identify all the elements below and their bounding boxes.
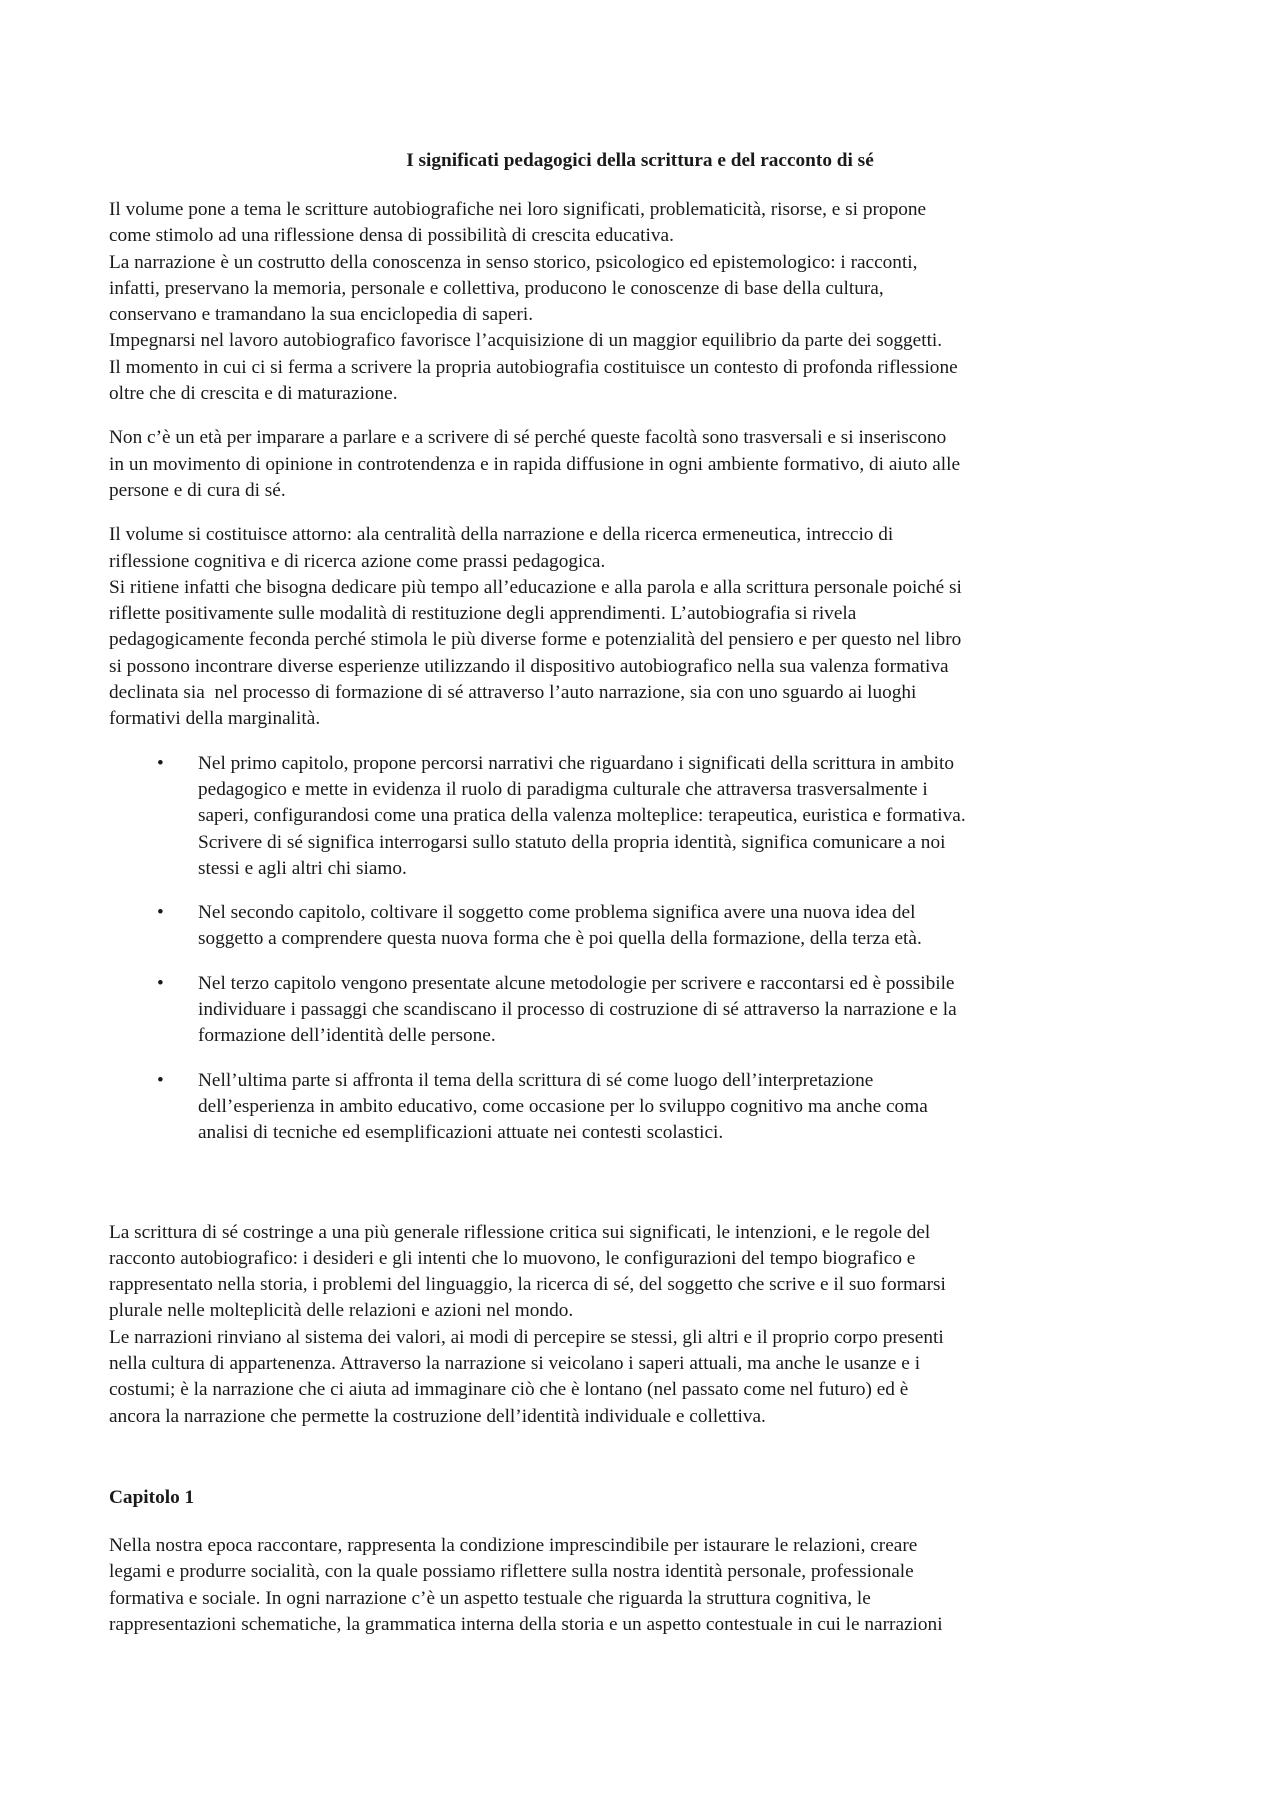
text-line: individuare i passaggi che scandiscano il processo di costruzione di sé attraverso la narrazione e la [198, 999, 957, 1021]
age-paragraph [109, 425, 1171, 504]
text-line: Nel primo capitolo, propone percorsi narrativi che riguardano i significati della scrittura in ambito [198, 752, 955, 774]
text-line: La scrittura di sé costringe a una più generale riflessione critica sui significati, le intenzioni, e le regole del [109, 1221, 931, 1243]
intro-paragraph [109, 197, 1171, 407]
text-line: riflette positivamente sulle modalità di restituzione degli apprendimenti. L’autobiografia si rivela [109, 603, 857, 625]
text-line: costumi; è la narrazione che ci aiuta ad immaginare ciò che è lontano (nel passato come nel futuro) ed è [109, 1379, 909, 1401]
text-line: formativa e sociale. In ogni narrazione c’è un aspetto testuale che riguarda la struttura cognitiva, le [109, 1587, 871, 1609]
bullet-marker: • [157, 752, 164, 774]
text-line: riflessione cognitiva e di ricerca azione come prassi pedagogica. [109, 550, 606, 572]
chapter-summary-list [109, 751, 1171, 1147]
text-line: La narrazione è un costrutto della conoscenza in senso storico, psicologico ed epistemologico: i racconti, [109, 251, 918, 273]
text-line: Nell’ultima parte si affronta il tema della scrittura di sé come luogo dell’interpretazione [198, 1069, 874, 1091]
text-line: nella cultura di appartenenza. Attraverso la narrazione si veicolano i saperi attuali, ma anche le usanze e i [109, 1352, 921, 1374]
text-line: Impegnarsi nel lavoro autobiografico favorisce l’acquisizione di un maggior equilibrio da parte dei soggetti. [109, 330, 943, 352]
bullet-marker: • [157, 1069, 164, 1091]
self-writing-paragraph [109, 1220, 1171, 1430]
text-line: Il volume si costituisce attorno: ala centralità della narrazione e della ricerca ermeneutica, intreccio di [109, 524, 894, 546]
text-line: Scrivere di sé significa interrogarsi sullo statuto della propria identità, significa comunicare a noi [198, 831, 946, 853]
text-line: come stimolo ad una riflessione densa di possibilità di crescita educativa. [109, 225, 674, 247]
bullet-marker: • [157, 972, 164, 994]
text-line: racconto autobiografico: i desideri e gli intenti che lo muovono, le configurazioni del tempo biografico e [109, 1247, 916, 1269]
text-line: saperi, configurandosi come una pratica della valenza molteplice: terapeutica, euristica e formativa. [198, 805, 966, 827]
list-item [109, 751, 1171, 882]
list-item [109, 1068, 1171, 1147]
chapter-paragraph [109, 1533, 1171, 1638]
text-line: Non c’è un età per imparare a parlare e a scrivere di sé perché queste facoltà sono trasversali e si inseriscono [109, 427, 947, 449]
text-line: Nella nostra epoca raccontare, rappresenta la condizione imprescindibile per istaurare le relazioni, creare [109, 1535, 918, 1557]
text-line: soggetto a comprendere questa nuova forma che è poi quella della formazione, della terza età. [198, 928, 922, 950]
text-line: si possono incontrare diverse esperienze utilizzando il dispositivo autobiografico nella sua valenza formativa [109, 655, 949, 677]
text-line: legami e produrre socialità, con la quale possiamo riflettere sulla nostra identità personale, professionale [109, 1561, 914, 1583]
text-line: Il volume pone a tema le scritture autobiografiche nei loro significati, problematicità, risorse, e si propone [109, 199, 927, 220]
text-line: ancora la narrazione che permette la costruzione dell’identità individuale e collettiva. [109, 1405, 766, 1427]
text-line: conservano e tramandano la sua enciclopedia di saperi. [109, 304, 534, 326]
text-line: in un movimento di opinione in controtendenza e in rapida diffusione in ogni ambiente formativo, di aiuto alle [109, 453, 961, 475]
text-line: declinata sia nel processo di formazione di sé attraverso l’auto narrazione, sia con uno sguardo ai luoghi [109, 682, 917, 704]
volume-paragraph [109, 522, 1171, 732]
list-item [109, 900, 1171, 953]
text-line: persone e di cura di sé. [109, 479, 286, 501]
text-line: formativi della marginalità. [109, 708, 321, 730]
text-line: rappresentato nella storia, i problemi del linguaggio, la ricerca di sé, del soggetto che scrive e il suo formarsi [109, 1274, 946, 1296]
text-line: infatti, preservano la memoria, personale e collettiva, producono le conoscenze di base della cultura, [109, 277, 884, 299]
chapter-heading: Capitolo 1 [109, 1486, 195, 1508]
text-line: Le narrazioni rinviano al sistema dei valori, ai modi di percepire se stessi, gli altri e il proprio corpo presenti [109, 1326, 944, 1348]
text-line: oltre che di crescita e di maturazione. [109, 383, 398, 405]
text-line: Il momento in cui ci si ferma a scrivere la propria autobiografia costituisce un contesto di profonda riflessione [109, 356, 958, 378]
text-line: formazione dell’identità delle persone. [198, 1025, 496, 1047]
text-line: stessi e agli altri chi siamo. [198, 857, 407, 879]
text-line: Si ritiene infatti che bisogna dedicare più tempo all’educazione e alla parola e alla scrittura personale poiché si [109, 576, 962, 598]
text-line: Nel secondo capitolo, coltivare il soggetto come problema significa avere una nuova idea del [198, 902, 916, 924]
list-item [109, 971, 1171, 1050]
text-line: Nel terzo capitolo vengono presentate alcune metodologie per scrivere e raccontarsi ed è possibile [198, 972, 955, 994]
text-line: pedagogico e mette in evidenza il ruolo di paradigma culturale che attraversa trasversalmente i [198, 778, 928, 800]
bullet-marker: • [157, 902, 164, 924]
text-line: analisi di tecniche ed esemplificazioni attuate nei contesti scolastici. [198, 1122, 724, 1144]
text-line: plurale nelle molteplicità delle relazioni e azioni nel mondo. [109, 1300, 574, 1322]
document-title: I significati pedagogici della scrittura e del racconto di sé [406, 150, 874, 171]
text-line: pedagogicamente feconda perché stimola le più diverse forme e potenzialità del pensiero e per questo nel libro [109, 629, 962, 651]
document-page [109, 148, 1171, 1638]
text-line: dell’esperienza in ambito educativo, come occasione per lo sviluppo cognitivo ma anche coma [198, 1095, 928, 1117]
text-line: rappresentazioni schematiche, la grammatica interna della storia e un aspetto contestuale in cui le narrazioni [109, 1614, 943, 1636]
